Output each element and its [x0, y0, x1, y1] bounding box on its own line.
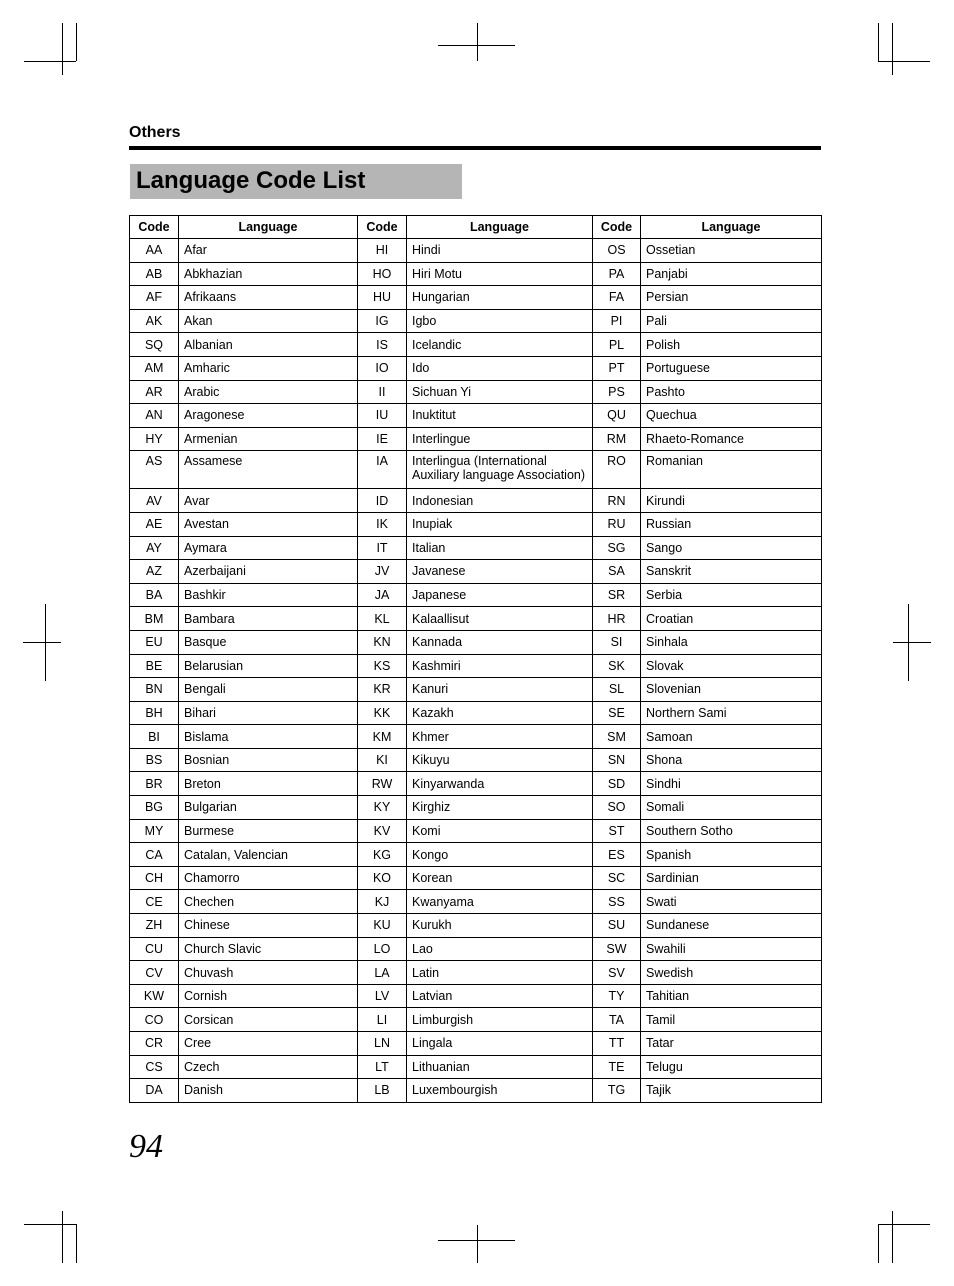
code-cell: SD — [593, 772, 641, 796]
code-cell: PS — [593, 380, 641, 404]
table-header-row — [130, 216, 822, 239]
language-cell: Bihari — [179, 701, 358, 725]
table-row — [130, 630, 822, 654]
language-cell: Panjabi — [641, 262, 822, 286]
table-row — [130, 796, 822, 820]
header-language: Language — [407, 216, 593, 239]
language-cell: Avestan — [179, 512, 358, 536]
code-cell: RU — [593, 512, 641, 536]
language-cell: Afar — [179, 239, 358, 263]
language-cell: Serbia — [641, 583, 822, 607]
language-cell: Kongo — [407, 843, 593, 867]
code-cell: BI — [130, 725, 179, 749]
table-row — [130, 772, 822, 796]
table-row — [130, 961, 822, 985]
code-cell: IK — [358, 512, 407, 536]
code-cell: HO — [358, 262, 407, 286]
code-cell: SS — [593, 890, 641, 914]
language-cell: Khmer — [407, 725, 593, 749]
language-cell: Armenian — [179, 427, 358, 451]
code-cell: MY — [130, 819, 179, 843]
code-cell: HU — [358, 286, 407, 310]
code-cell: KL — [358, 607, 407, 631]
code-cell: AE — [130, 512, 179, 536]
code-cell: SO — [593, 796, 641, 820]
language-cell: Breton — [179, 772, 358, 796]
language-cell: Japanese — [407, 583, 593, 607]
code-cell: LV — [358, 984, 407, 1008]
code-cell: AN — [130, 404, 179, 428]
code-cell: SM — [593, 725, 641, 749]
language-cell: Italian — [407, 536, 593, 560]
code-cell: IE — [358, 427, 407, 451]
code-cell: IT — [358, 536, 407, 560]
table-row — [130, 654, 822, 678]
code-cell: CR — [130, 1032, 179, 1056]
table-row — [130, 748, 822, 772]
language-cell: Northern Sami — [641, 701, 822, 725]
code-cell: KS — [358, 654, 407, 678]
code-cell: TY — [593, 984, 641, 1008]
table-row — [130, 536, 822, 560]
code-cell: AK — [130, 309, 179, 333]
language-cell: Chinese — [179, 914, 358, 938]
language-cell: Albanian — [179, 333, 358, 357]
language-cell: Interlingue — [407, 427, 593, 451]
code-cell: KV — [358, 819, 407, 843]
code-cell: CE — [130, 890, 179, 914]
code-cell: LB — [358, 1079, 407, 1103]
code-cell: KN — [358, 630, 407, 654]
code-cell: ST — [593, 819, 641, 843]
code-cell: LN — [358, 1032, 407, 1056]
language-cell: Sardinian — [641, 866, 822, 890]
table-row — [130, 1008, 822, 1032]
code-cell: AB — [130, 262, 179, 286]
language-cell: Lao — [407, 937, 593, 961]
language-code-table — [129, 215, 822, 1103]
table-row — [130, 512, 822, 536]
table-row — [130, 560, 822, 584]
code-cell: SW — [593, 937, 641, 961]
table-row — [130, 984, 822, 1008]
table-row — [130, 309, 822, 333]
code-cell: HY — [130, 427, 179, 451]
language-cell: Cree — [179, 1032, 358, 1056]
language-cell: Chamorro — [179, 866, 358, 890]
language-cell: Limburgish — [407, 1008, 593, 1032]
language-cell: Sichuan Yi — [407, 380, 593, 404]
header-language: Language — [641, 216, 822, 239]
language-cell: Akan — [179, 309, 358, 333]
table-row — [130, 427, 822, 451]
code-cell: SN — [593, 748, 641, 772]
code-cell: SQ — [130, 333, 179, 357]
language-cell: Chuvash — [179, 961, 358, 985]
language-cell: Slovenian — [641, 678, 822, 702]
code-cell: BH — [130, 701, 179, 725]
language-cell: Ido — [407, 356, 593, 380]
language-cell: Kannada — [407, 630, 593, 654]
code-cell: BS — [130, 748, 179, 772]
language-cell: Kanuri — [407, 678, 593, 702]
table-row — [130, 1055, 822, 1079]
code-cell: ZH — [130, 914, 179, 938]
table-row — [130, 451, 822, 489]
code-cell: TA — [593, 1008, 641, 1032]
language-cell: Tamil — [641, 1008, 822, 1032]
language-cell: Indonesian — [407, 489, 593, 513]
code-cell: AM — [130, 356, 179, 380]
code-cell: ES — [593, 843, 641, 867]
language-cell: Bambara — [179, 607, 358, 631]
code-cell: AS — [130, 451, 179, 489]
code-cell: SI — [593, 630, 641, 654]
code-cell: AA — [130, 239, 179, 263]
language-cell: Hindi — [407, 239, 593, 263]
code-cell: SL — [593, 678, 641, 702]
table-row — [130, 890, 822, 914]
table-row — [130, 262, 822, 286]
code-cell: BG — [130, 796, 179, 820]
code-cell: RN — [593, 489, 641, 513]
code-cell: BE — [130, 654, 179, 678]
language-cell: Basque — [179, 630, 358, 654]
code-cell: IU — [358, 404, 407, 428]
language-cell: Abkhazian — [179, 262, 358, 286]
language-cell: Tahitian — [641, 984, 822, 1008]
code-cell: LI — [358, 1008, 407, 1032]
language-cell: Kirundi — [641, 489, 822, 513]
table-row — [130, 1032, 822, 1056]
code-cell: LT — [358, 1055, 407, 1079]
code-cell: IS — [358, 333, 407, 357]
language-cell: Russian — [641, 512, 822, 536]
language-cell: Latin — [407, 961, 593, 985]
page-title: Language Code List — [136, 167, 366, 194]
language-cell: Kalaallisut — [407, 607, 593, 631]
code-cell: AY — [130, 536, 179, 560]
language-cell: Aymara — [179, 536, 358, 560]
language-cell: Church Slavic — [179, 937, 358, 961]
language-cell: Luxembourgish — [407, 1079, 593, 1103]
code-cell: HI — [358, 239, 407, 263]
table-row — [130, 404, 822, 428]
table-row — [130, 701, 822, 725]
language-cell: Icelandic — [407, 333, 593, 357]
language-cell: Kurukh — [407, 914, 593, 938]
language-cell: Bulgarian — [179, 796, 358, 820]
code-cell: TT — [593, 1032, 641, 1056]
code-cell: BM — [130, 607, 179, 631]
code-cell: CA — [130, 843, 179, 867]
table-row — [130, 866, 822, 890]
language-cell: Bislama — [179, 725, 358, 749]
language-cell: Chechen — [179, 890, 358, 914]
code-cell: ID — [358, 489, 407, 513]
code-cell: SG — [593, 536, 641, 560]
language-cell: Avar — [179, 489, 358, 513]
code-cell: SV — [593, 961, 641, 985]
code-cell: CS — [130, 1055, 179, 1079]
header-code: Code — [593, 216, 641, 239]
language-cell: Tatar — [641, 1032, 822, 1056]
language-cell: Burmese — [179, 819, 358, 843]
language-cell: Persian — [641, 286, 822, 310]
language-cell: Kirghiz — [407, 796, 593, 820]
language-cell: Danish — [179, 1079, 358, 1103]
code-cell: FA — [593, 286, 641, 310]
code-cell: RO — [593, 451, 641, 489]
code-cell: OS — [593, 239, 641, 263]
language-cell: Kazakh — [407, 701, 593, 725]
language-cell: Cornish — [179, 984, 358, 1008]
language-cell: Romanian — [641, 451, 822, 489]
table-row — [130, 333, 822, 357]
table-row — [130, 239, 822, 263]
language-cell: Lithuanian — [407, 1055, 593, 1079]
code-cell: IO — [358, 356, 407, 380]
header-language: Language — [179, 216, 358, 239]
code-cell: SR — [593, 583, 641, 607]
language-cell: Slovak — [641, 654, 822, 678]
language-cell: Pashto — [641, 380, 822, 404]
language-cell: Komi — [407, 819, 593, 843]
language-cell: Kashmiri — [407, 654, 593, 678]
language-cell: Bengali — [179, 678, 358, 702]
language-cell: Swedish — [641, 961, 822, 985]
code-cell: EU — [130, 630, 179, 654]
language-cell: Shona — [641, 748, 822, 772]
language-cell: Swahili — [641, 937, 822, 961]
language-cell: Afrikaans — [179, 286, 358, 310]
language-cell: Igbo — [407, 309, 593, 333]
code-cell: SC — [593, 866, 641, 890]
code-cell: QU — [593, 404, 641, 428]
language-cell: Bashkir — [179, 583, 358, 607]
code-cell: JV — [358, 560, 407, 584]
language-cell: Sinhala — [641, 630, 822, 654]
code-cell: DA — [130, 1079, 179, 1103]
language-cell: Inupiak — [407, 512, 593, 536]
code-cell: TE — [593, 1055, 641, 1079]
language-cell: Kinyarwanda — [407, 772, 593, 796]
code-cell: II — [358, 380, 407, 404]
table-row — [130, 380, 822, 404]
code-cell: RW — [358, 772, 407, 796]
language-cell: Assamese — [179, 451, 358, 489]
language-cell: Czech — [179, 1055, 358, 1079]
code-cell: KK — [358, 701, 407, 725]
language-cell: Hungarian — [407, 286, 593, 310]
code-cell: KG — [358, 843, 407, 867]
language-cell: Pali — [641, 309, 822, 333]
language-cell: Amharic — [179, 356, 358, 380]
table-row — [130, 607, 822, 631]
table-row — [130, 1079, 822, 1103]
header-code: Code — [358, 216, 407, 239]
code-cell: LO — [358, 937, 407, 961]
language-cell: Quechua — [641, 404, 822, 428]
language-cell: Kwanyama — [407, 890, 593, 914]
code-cell: BR — [130, 772, 179, 796]
table-row — [130, 819, 822, 843]
code-cell: TG — [593, 1079, 641, 1103]
table-row — [130, 725, 822, 749]
code-cell: SA — [593, 560, 641, 584]
language-cell: Sundanese — [641, 914, 822, 938]
code-cell: LA — [358, 961, 407, 985]
code-cell: PI — [593, 309, 641, 333]
language-cell: Samoan — [641, 725, 822, 749]
table-row — [130, 843, 822, 867]
header-code: Code — [130, 216, 179, 239]
language-cell: Polish — [641, 333, 822, 357]
language-cell: Somali — [641, 796, 822, 820]
code-cell: BA — [130, 583, 179, 607]
code-cell: SE — [593, 701, 641, 725]
language-cell: Belarusian — [179, 654, 358, 678]
code-cell: CU — [130, 937, 179, 961]
table-row — [130, 678, 822, 702]
code-cell: AR — [130, 380, 179, 404]
language-cell: Catalan, Valencian — [179, 843, 358, 867]
code-cell: CV — [130, 961, 179, 985]
language-cell: Sindhi — [641, 772, 822, 796]
language-cell: Interlingua (International Auxiliary language Association) — [407, 451, 593, 489]
language-cell: Portuguese — [641, 356, 822, 380]
code-cell: PA — [593, 262, 641, 286]
code-cell: KR — [358, 678, 407, 702]
section-rule — [129, 146, 821, 150]
title-box — [130, 164, 462, 199]
table-row — [130, 356, 822, 380]
language-cell: Tajik — [641, 1079, 822, 1103]
code-cell: CO — [130, 1008, 179, 1032]
language-cell: Inuktitut — [407, 404, 593, 428]
language-cell: Southern Sotho — [641, 819, 822, 843]
table-row — [130, 286, 822, 310]
language-cell: Bosnian — [179, 748, 358, 772]
language-cell: Aragonese — [179, 404, 358, 428]
language-cell: Korean — [407, 866, 593, 890]
language-cell: Corsican — [179, 1008, 358, 1032]
code-cell: SU — [593, 914, 641, 938]
section-heading: Others — [129, 124, 181, 141]
code-cell: BN — [130, 678, 179, 702]
code-cell: PT — [593, 356, 641, 380]
code-cell: KO — [358, 866, 407, 890]
code-cell: HR — [593, 607, 641, 631]
code-cell: KY — [358, 796, 407, 820]
code-cell: KI — [358, 748, 407, 772]
language-cell: Arabic — [179, 380, 358, 404]
table-row — [130, 937, 822, 961]
code-cell: KU — [358, 914, 407, 938]
code-cell: JA — [358, 583, 407, 607]
language-cell: Azerbaijani — [179, 560, 358, 584]
language-cell: Ossetian — [641, 239, 822, 263]
code-cell: AZ — [130, 560, 179, 584]
code-cell: CH — [130, 866, 179, 890]
table-row — [130, 583, 822, 607]
language-cell: Hiri Motu — [407, 262, 593, 286]
language-cell: Swati — [641, 890, 822, 914]
language-cell: Spanish — [641, 843, 822, 867]
language-cell: Telugu — [641, 1055, 822, 1079]
language-cell: Lingala — [407, 1032, 593, 1056]
code-cell: SK — [593, 654, 641, 678]
code-cell: AV — [130, 489, 179, 513]
code-cell: KJ — [358, 890, 407, 914]
language-cell: Sanskrit — [641, 560, 822, 584]
language-cell: Croatian — [641, 607, 822, 631]
language-cell: Rhaeto-Romance — [641, 427, 822, 451]
table-row — [130, 489, 822, 513]
language-cell: Javanese — [407, 560, 593, 584]
language-cell: Latvian — [407, 984, 593, 1008]
code-cell: KM — [358, 725, 407, 749]
table-body — [130, 239, 822, 1103]
table-row — [130, 914, 822, 938]
code-cell: PL — [593, 333, 641, 357]
page-number: 94 — [129, 1128, 163, 1165]
code-cell: IG — [358, 309, 407, 333]
language-cell: Kikuyu — [407, 748, 593, 772]
code-cell: AF — [130, 286, 179, 310]
code-cell: KW — [130, 984, 179, 1008]
language-cell: Sango — [641, 536, 822, 560]
code-cell: RM — [593, 427, 641, 451]
code-cell: IA — [358, 451, 407, 489]
